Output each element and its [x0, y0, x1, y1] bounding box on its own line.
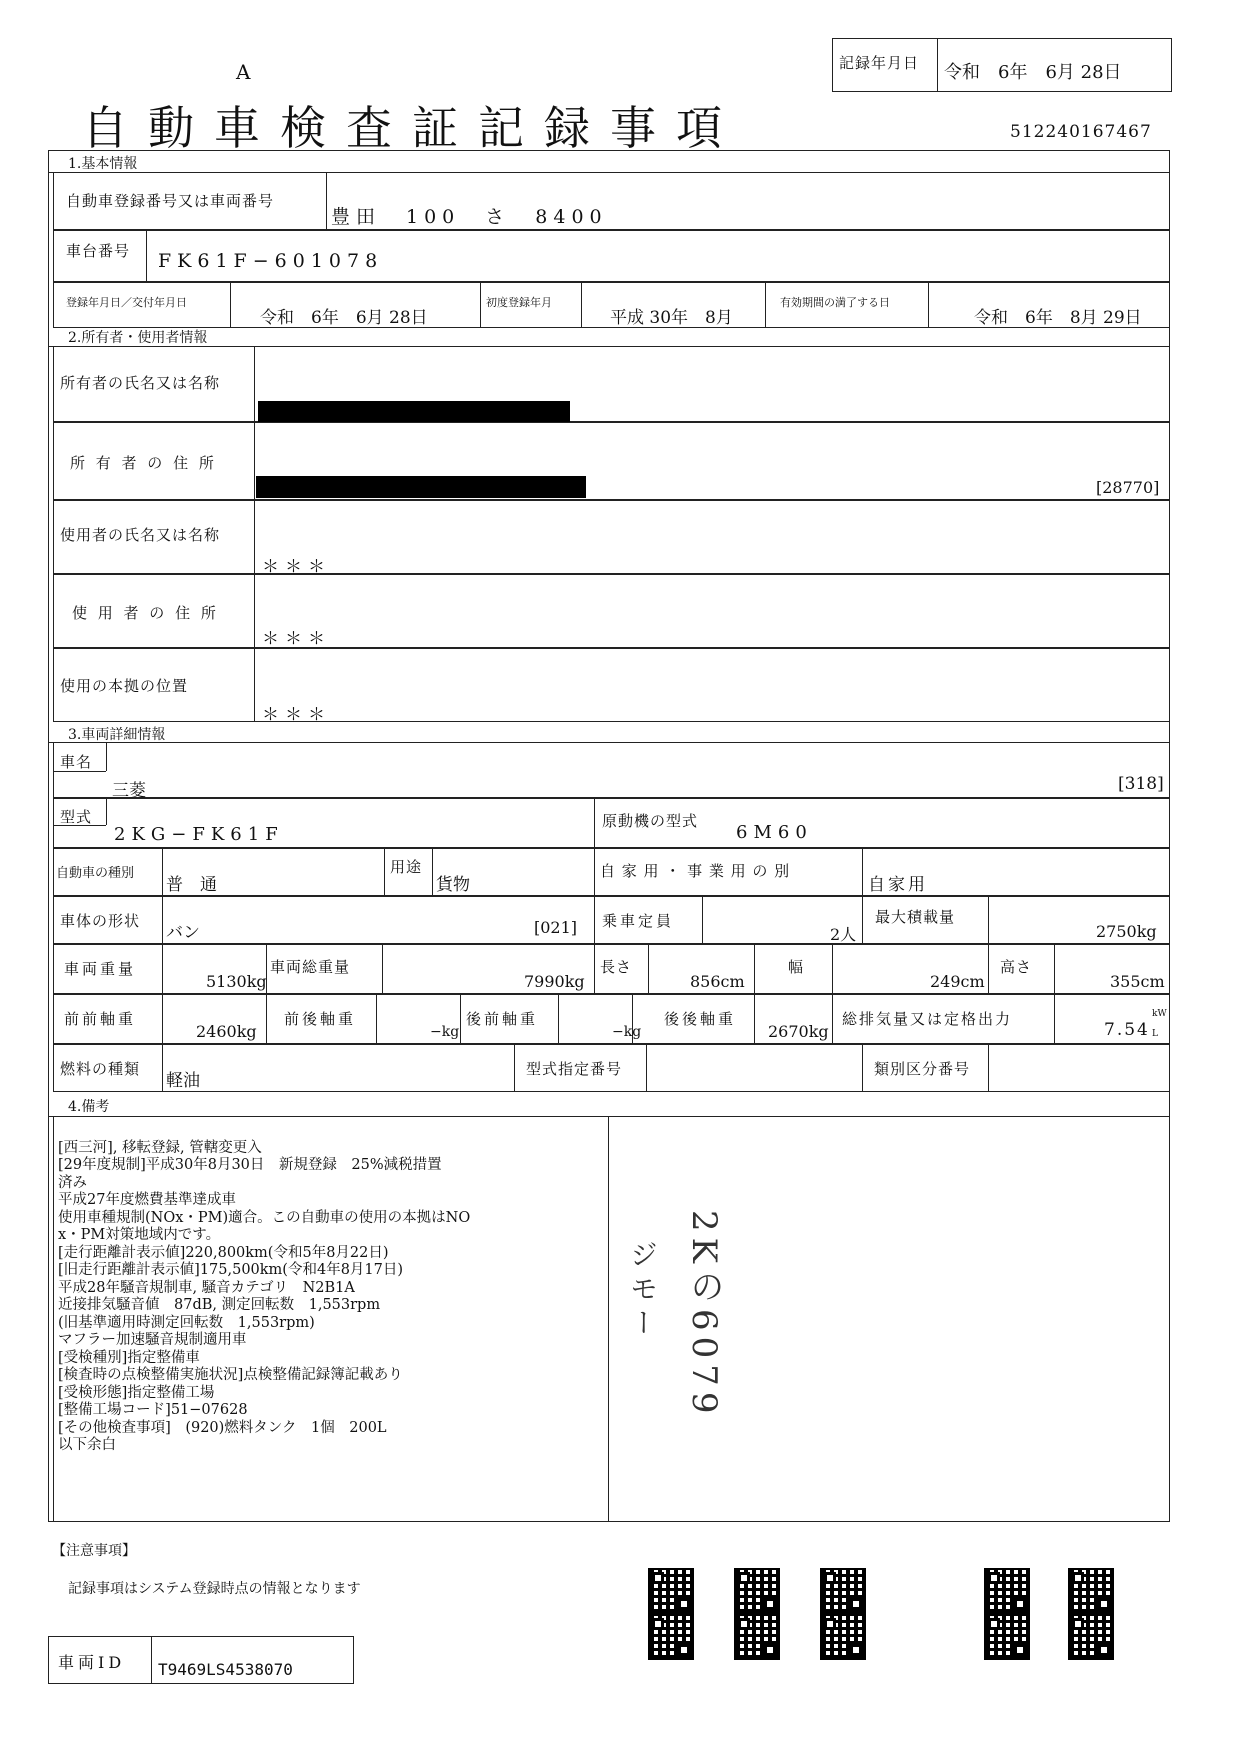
displacement-label: 総排気量又は定格出力 [842, 1010, 1013, 1028]
page-title: 自動車検査証記録事項 [82, 101, 742, 155]
height-label: 高さ [1000, 958, 1033, 976]
remarks-line: [西三河], 移転登録, 管轄変更入 [58, 1139, 262, 1156]
use-label: 自 家 用 ・ 事 業 用 の 別 [600, 862, 791, 880]
remarks-line: [受検形態]指定整備工場 [58, 1384, 215, 1401]
remarks-line: x・PM対策地域内です。 [58, 1227, 221, 1243]
weight-value: 5130kg [206, 972, 267, 991]
expiry-label: 有効期間の満了する日 [780, 296, 890, 309]
qr-code-3 [734, 1568, 780, 1614]
displacement-unit: kW L [1152, 1009, 1167, 1039]
fuel-value: 軽油 [166, 1071, 200, 1091]
chassis-label: 車台番号 [66, 242, 131, 260]
section-vehicle-title: 3.車両詳細情報 [68, 727, 166, 743]
gross-label: 車両総重量 [270, 958, 351, 976]
qr-code-7 [984, 1568, 1030, 1614]
notes-title: 【注意事項】 [52, 1543, 136, 1559]
user-addr-value: ＊＊＊ [262, 629, 331, 649]
handwritten-note: 2Kの6079 [684, 1210, 724, 1420]
type-value: 普 通 [166, 875, 217, 895]
gross-value: 7990kg [524, 972, 585, 991]
displacement-value: 7.54 [1104, 1020, 1150, 1040]
remarks-line: (旧基準適用時測定回転数 1,553rpm) [58, 1314, 315, 1331]
qr-code-8 [984, 1614, 1030, 1660]
body-value: バン [166, 923, 200, 943]
base-row [53, 648, 1170, 722]
owner-addr-code: [28770] [1096, 478, 1160, 497]
model-designation-label: 型式指定番号 [526, 1060, 623, 1078]
name-row [53, 742, 1170, 798]
remarks-line: 平成27年度燃費基準達成車 [58, 1192, 236, 1208]
user-name-label: 使用者の氏名又は名称 [60, 526, 221, 544]
rr-axle-value: 2670kg [768, 1022, 829, 1041]
length-label: 長さ [600, 958, 633, 976]
notes-text: 記録事項はシステム登録時点の情報となります [68, 1581, 361, 1597]
qr-code-1 [648, 1568, 694, 1614]
expiry-value: 令和 6年 8月 29日 [974, 308, 1142, 328]
model-label: 型式 [60, 808, 93, 826]
remarks-line: [29年度規制]平成30年8月30日 新規登録 25%減税措置 [58, 1157, 442, 1173]
qr-code-4 [734, 1614, 780, 1660]
document-number: 512240167467 [1010, 122, 1152, 142]
base-value: ＊＊＊ [262, 705, 331, 725]
use-value: 自家用 [868, 875, 928, 895]
record-date-label: 記録年月日 [839, 54, 920, 72]
remarks-line: [走行距離計表示値]220,800km(令和5年8月22日) [58, 1244, 389, 1261]
user-name-value: ＊＊＊ [262, 557, 331, 577]
qr-code-6 [820, 1614, 866, 1660]
remarks-text [58, 1122, 470, 1472]
engine-label: 原動機の型式 [602, 812, 699, 830]
remarks-line: [整備工場コード]51−07628 [58, 1402, 248, 1418]
width-value: 249cm [930, 972, 985, 991]
rf-axle-label: 後前軸重 [466, 1010, 539, 1028]
reg-value: 豊田 100 さ 8400 [331, 206, 608, 228]
qr-code-10 [1068, 1614, 1114, 1660]
ff-axle-label: 前前軸重 [64, 1010, 137, 1028]
width-label: 幅 [788, 958, 805, 976]
name-value: 三菱 [112, 781, 146, 801]
rf-axle-value: −kg [612, 1024, 642, 1040]
owner-name-redaction [258, 401, 570, 423]
remarks-line: 済み [58, 1174, 87, 1191]
section-basic-title: 1.基本情報 [68, 156, 138, 172]
capacity-label: 乗車定員 [602, 912, 675, 930]
owner-name-label: 所有者の氏名又は名称 [60, 374, 221, 392]
first-reg-value: 平成 30年 8月 [610, 308, 733, 328]
chassis-value: FK61F−601078 [158, 250, 384, 272]
max-load-value: 2750kg [1096, 922, 1157, 941]
qr-code-2 [648, 1614, 694, 1660]
remarks-line: マフラー加速騒音規制適用車 [58, 1332, 247, 1348]
vehicle-id-value: T9469LS4538070 [158, 1660, 293, 1679]
weight-label: 車両重量 [64, 960, 137, 978]
user-addr-row [53, 574, 1170, 648]
owner-name-row [53, 346, 1170, 422]
body-code: [021] [534, 918, 578, 937]
remarks-line: 平成28年騒音規制車, 騒音カテゴリ N2B1A [58, 1279, 355, 1296]
remarks-line: [検査時の点検整備実施状況]点検整備記録簿記載あり [58, 1367, 403, 1383]
section-remarks-title: 4.備考 [68, 1099, 110, 1115]
issue-value: 令和 6年 6月 28日 [260, 308, 428, 328]
fr-axle-value: −kg [430, 1024, 460, 1040]
base-label: 使用の本拠の位置 [60, 677, 189, 695]
remarks-line: [受検種別]指定整備車 [58, 1349, 200, 1366]
model-value: 2KG−FK61F [114, 824, 284, 845]
record-date-value: 令和 6年 6月 28日 [944, 62, 1122, 83]
fuel-label: 燃料の種類 [60, 1060, 141, 1078]
body-label: 車体の形状 [60, 912, 141, 930]
fr-axle-label: 前後軸重 [284, 1010, 357, 1028]
capacity-value: 2人 [830, 925, 857, 944]
remarks-line: 近接排気騒音値 87dB, 測定回転数 1,553rpm [58, 1297, 381, 1313]
name-code: [318] [1118, 774, 1164, 794]
issue-label: 登録年月日／交付年月日 [66, 296, 187, 309]
section-owner-title: 2.所有者・使用者情報 [68, 330, 208, 346]
engine-value: 6M60 [736, 822, 813, 843]
remarks-line: [旧走行距離計表示値]175,500km(令和4年8月17日) [58, 1262, 404, 1278]
name-label: 車名 [60, 753, 93, 771]
user-name-row [53, 500, 1170, 574]
owner-addr-row [53, 422, 1170, 500]
owner-addr-label: 所 有 者 の 住 所 [70, 454, 217, 472]
category-label: 類別区分番号 [874, 1060, 971, 1078]
qr-code-9 [1068, 1568, 1114, 1614]
remarks-line: [その他検査事項] (920)燃料タンク 1個 200L [58, 1419, 387, 1436]
handwritten-note-2: ジモー [626, 1240, 659, 1342]
page-letter: A [236, 60, 251, 84]
ff-axle-value: 2460kg [196, 1022, 257, 1041]
qr-code-5 [820, 1568, 866, 1614]
vehicle-id-label: 車両ID [58, 1653, 126, 1672]
first-reg-label: 初度登録年月 [486, 296, 552, 309]
owner-addr-redaction [256, 476, 586, 498]
remarks-line: 使用車種規制(NOx・PM)適合。この自動車の使用の本拠はNO [58, 1209, 471, 1226]
user-addr-label: 使 用 者 の 住 所 [72, 604, 219, 622]
purpose-label: 用途 [390, 858, 423, 876]
purpose-value: 貨物 [436, 875, 470, 895]
max-load-label: 最大積載量 [875, 908, 956, 926]
remarks-line: 以下余白 [58, 1437, 116, 1453]
type-label: 自動車の種別 [56, 866, 135, 881]
height-value: 355cm [1110, 972, 1165, 991]
reg-label: 自動車登録番号又は車両番号 [66, 192, 275, 210]
length-value: 856cm [690, 972, 745, 991]
rr-axle-label: 後後軸重 [664, 1010, 737, 1028]
